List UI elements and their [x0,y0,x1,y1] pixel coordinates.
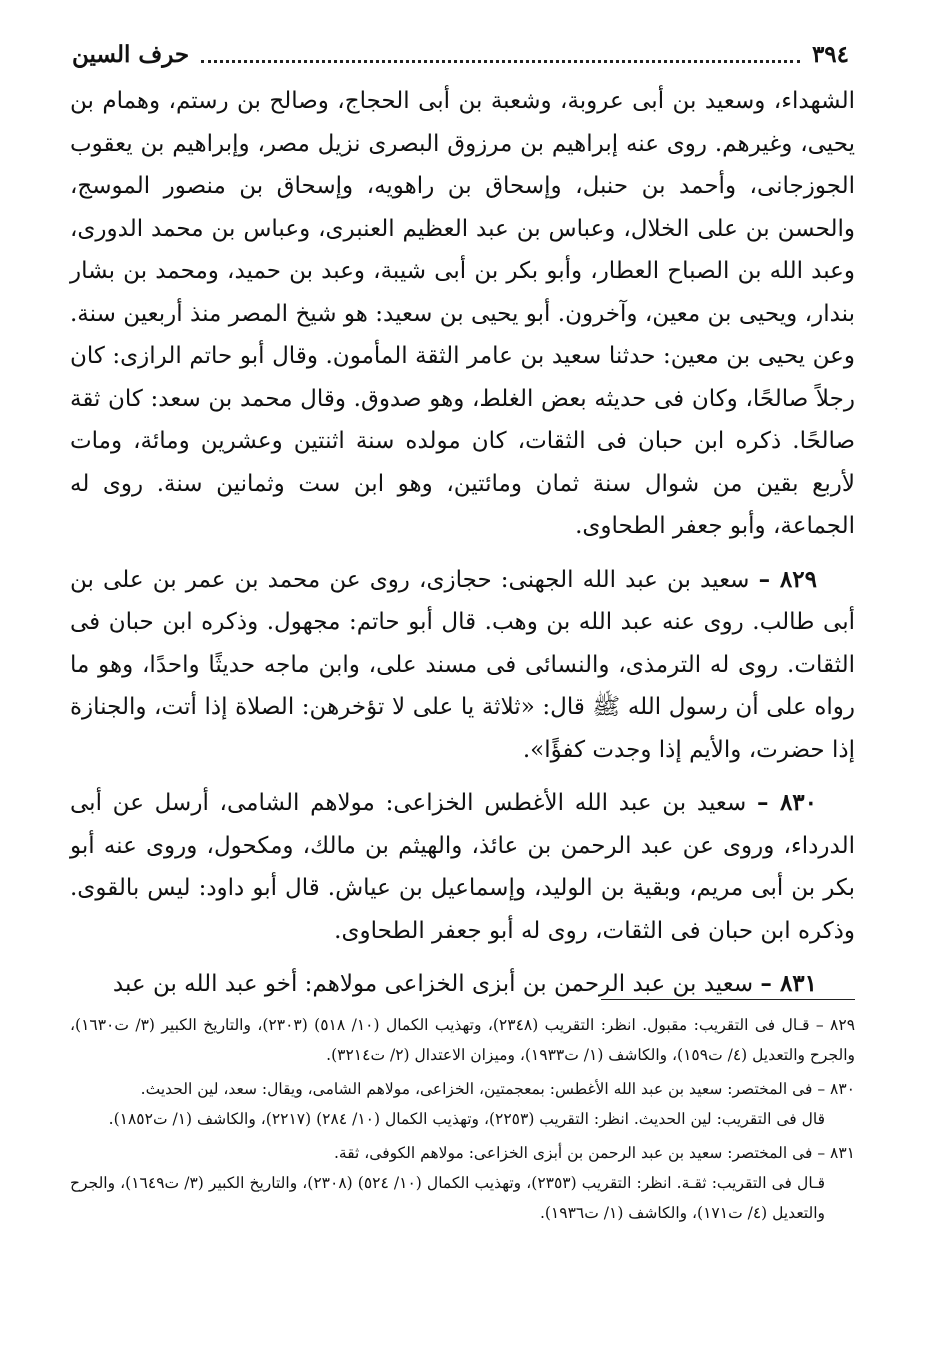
page-number: ٣٩٤ [811,40,849,68]
main-text [70,80,855,1017]
footnote-line: قال فى التقريب: لين الحديث. انظر: التقريب (٢٢٥٣)، وتهذيب الكمال (١٠/ ٢٨٤) (٢٢١٧)، والكاشف (١/ ت١٨٥٢). [108,1110,825,1128]
entry-830 [70,782,855,952]
header-leader-dots [201,46,800,63]
entry-number: ٨٢٩ – [758,565,817,593]
footnote-line: قـال فى التقريب: ثقـة. انظر: التقريب (٢٣٥٣)، وتهذيب الكمال (١٠/ ٥٢٤) (٢٣٠٨)، والتاريخ الكبير (٣/ ت١٦٤٩)، والجرح والتعديل (٤/ ت١٧١)، والكاشف (١/ ت١٩٣٦). [70,1174,825,1222]
footnotes [70,1010,855,1232]
entry-text: سعيد بن عبد الله الأغطس الخزاعى: مولاهم الشامى، أرسل عن أبى الدرداء، وروى عن عبد الرحمن بن عائذ، والهيثم بن مالك، ومكحول، وروى عنه أبو بكر بن أبى مريم، وبقية بن الوليد، وإسماعيل بن عياش. قال أبو داود: ليس بالقوى. وذكره ابن حبان فى الثقات، روى له أبو جعفر الطحاوى. [70,790,855,944]
footnote-line: ٨٢٩ – قـال فى التقريب: مقبول. انظر: التقريب (٢٣٤٨)، وتهذيب الكمال (١٠/ ٥١٨) (٢٣٠٣)، والتاريخ الكبير (٣/ ت١٦٣٠)، والجرح والتعديل (٤/ ت١٥٩)، والكاشف (١/ ت١٩٣٣)، وميزان الاعتدال (٢/ ت٣٢١٤). [70,1016,856,1064]
footnote-line: ٨٣١ – فى المختصر: سعيد بن عبد الرحمن بن أبزى الخزاعى: مولاهم الكوفى، ثقة. [333,1144,855,1162]
page-header [72,36,849,72]
footnote-830 [70,1074,855,1134]
entry-text: سعيد بن عبد الله الجهنى: حجازى، روى عن محمد بن عمر بن على بن أبى طالب. روى عنه عبد الله بن وهب. قال أبو حاتم: مجهول. وذكره ابن حبان فى الثقات. روى له الترمذى، والنسائى فى مسند على، وابن ماجه حديثًا واحدًا، وهو ما رواه على أن رسول الله ﷺ قال: «ثلاثة يا على لا تؤخرهن: الصلاة إذا أتت، والجنازة إذا حضرت، والأيم إذا وجدت كفؤًا». [70,566,855,763]
footnote-829 [70,1010,855,1070]
entry-text: سعيد بن عبد الرحمن بن أبزى الخزاعى مولاهم: أخو عبد الله بن عبد [112,971,754,997]
running-title: حرف السين [72,40,190,68]
footnote-line: ٨٣٠ – فى المختصر: سعيد بن عبد الله الأغطس: بمعجمتين، الخزاعى، مولاهم الشامى، ويقال: سعد، لين الحديث. [140,1080,855,1098]
continuation-paragraph: الشهداء، وسعيد بن أبى عروبة، وشعبة بن أبى الحجاج، وصالح بن رستم، وهمام بن يحيى، وغيرهم. روى عنه إبراهيم بن مرزوق البصرى نزيل مصر، وإبراهيم بن يعقوب الجوزجانى، وأحمد بن حنبل، وإسحاق بن راهويه، وإسحاق بن منصور الموسج، والحسن بن على الخلال، وعباس بن عبد العظيم العنبرى، وعباس بن محمد الدورى، وعبد الله بن الصباح العطار، وأبو بكر بن أبى شيبة، وعبد بن حميد، ومحمد بن بشار بندار، ويحيى بن معين، وآخرون. أبو يحيى بن سعيد: هو شيخ المصر منذ أربعين سنة. وعن يحيى بن معين: حدثنا سعيد بن عامر الثقة المأمون. وقال أبو حاتم الرازى: كان رجلاً صالحًا، وكان فى حديثه بعض الغلط، وهو صدوق. وقال محمد بن سعد: كان ثقة صالحًا. ذكره ابن حبان فى الثقات، كان مولده سنة اثنتين وعشرين ومائة، ومات لأربع بقين من شوال سنة ثمان ومائتين، وهو ابن ست وثمانين سنة. روى له الجماعة، وأبو جعفر الطحاوى. [70,88,855,539]
entry-829 [70,559,855,772]
footnote-831 [70,1138,855,1228]
entry-number: ٨٣١ – [760,970,817,997]
footnote-separator [601,999,855,1000]
entry-number: ٨٣٠ – [757,789,817,816]
